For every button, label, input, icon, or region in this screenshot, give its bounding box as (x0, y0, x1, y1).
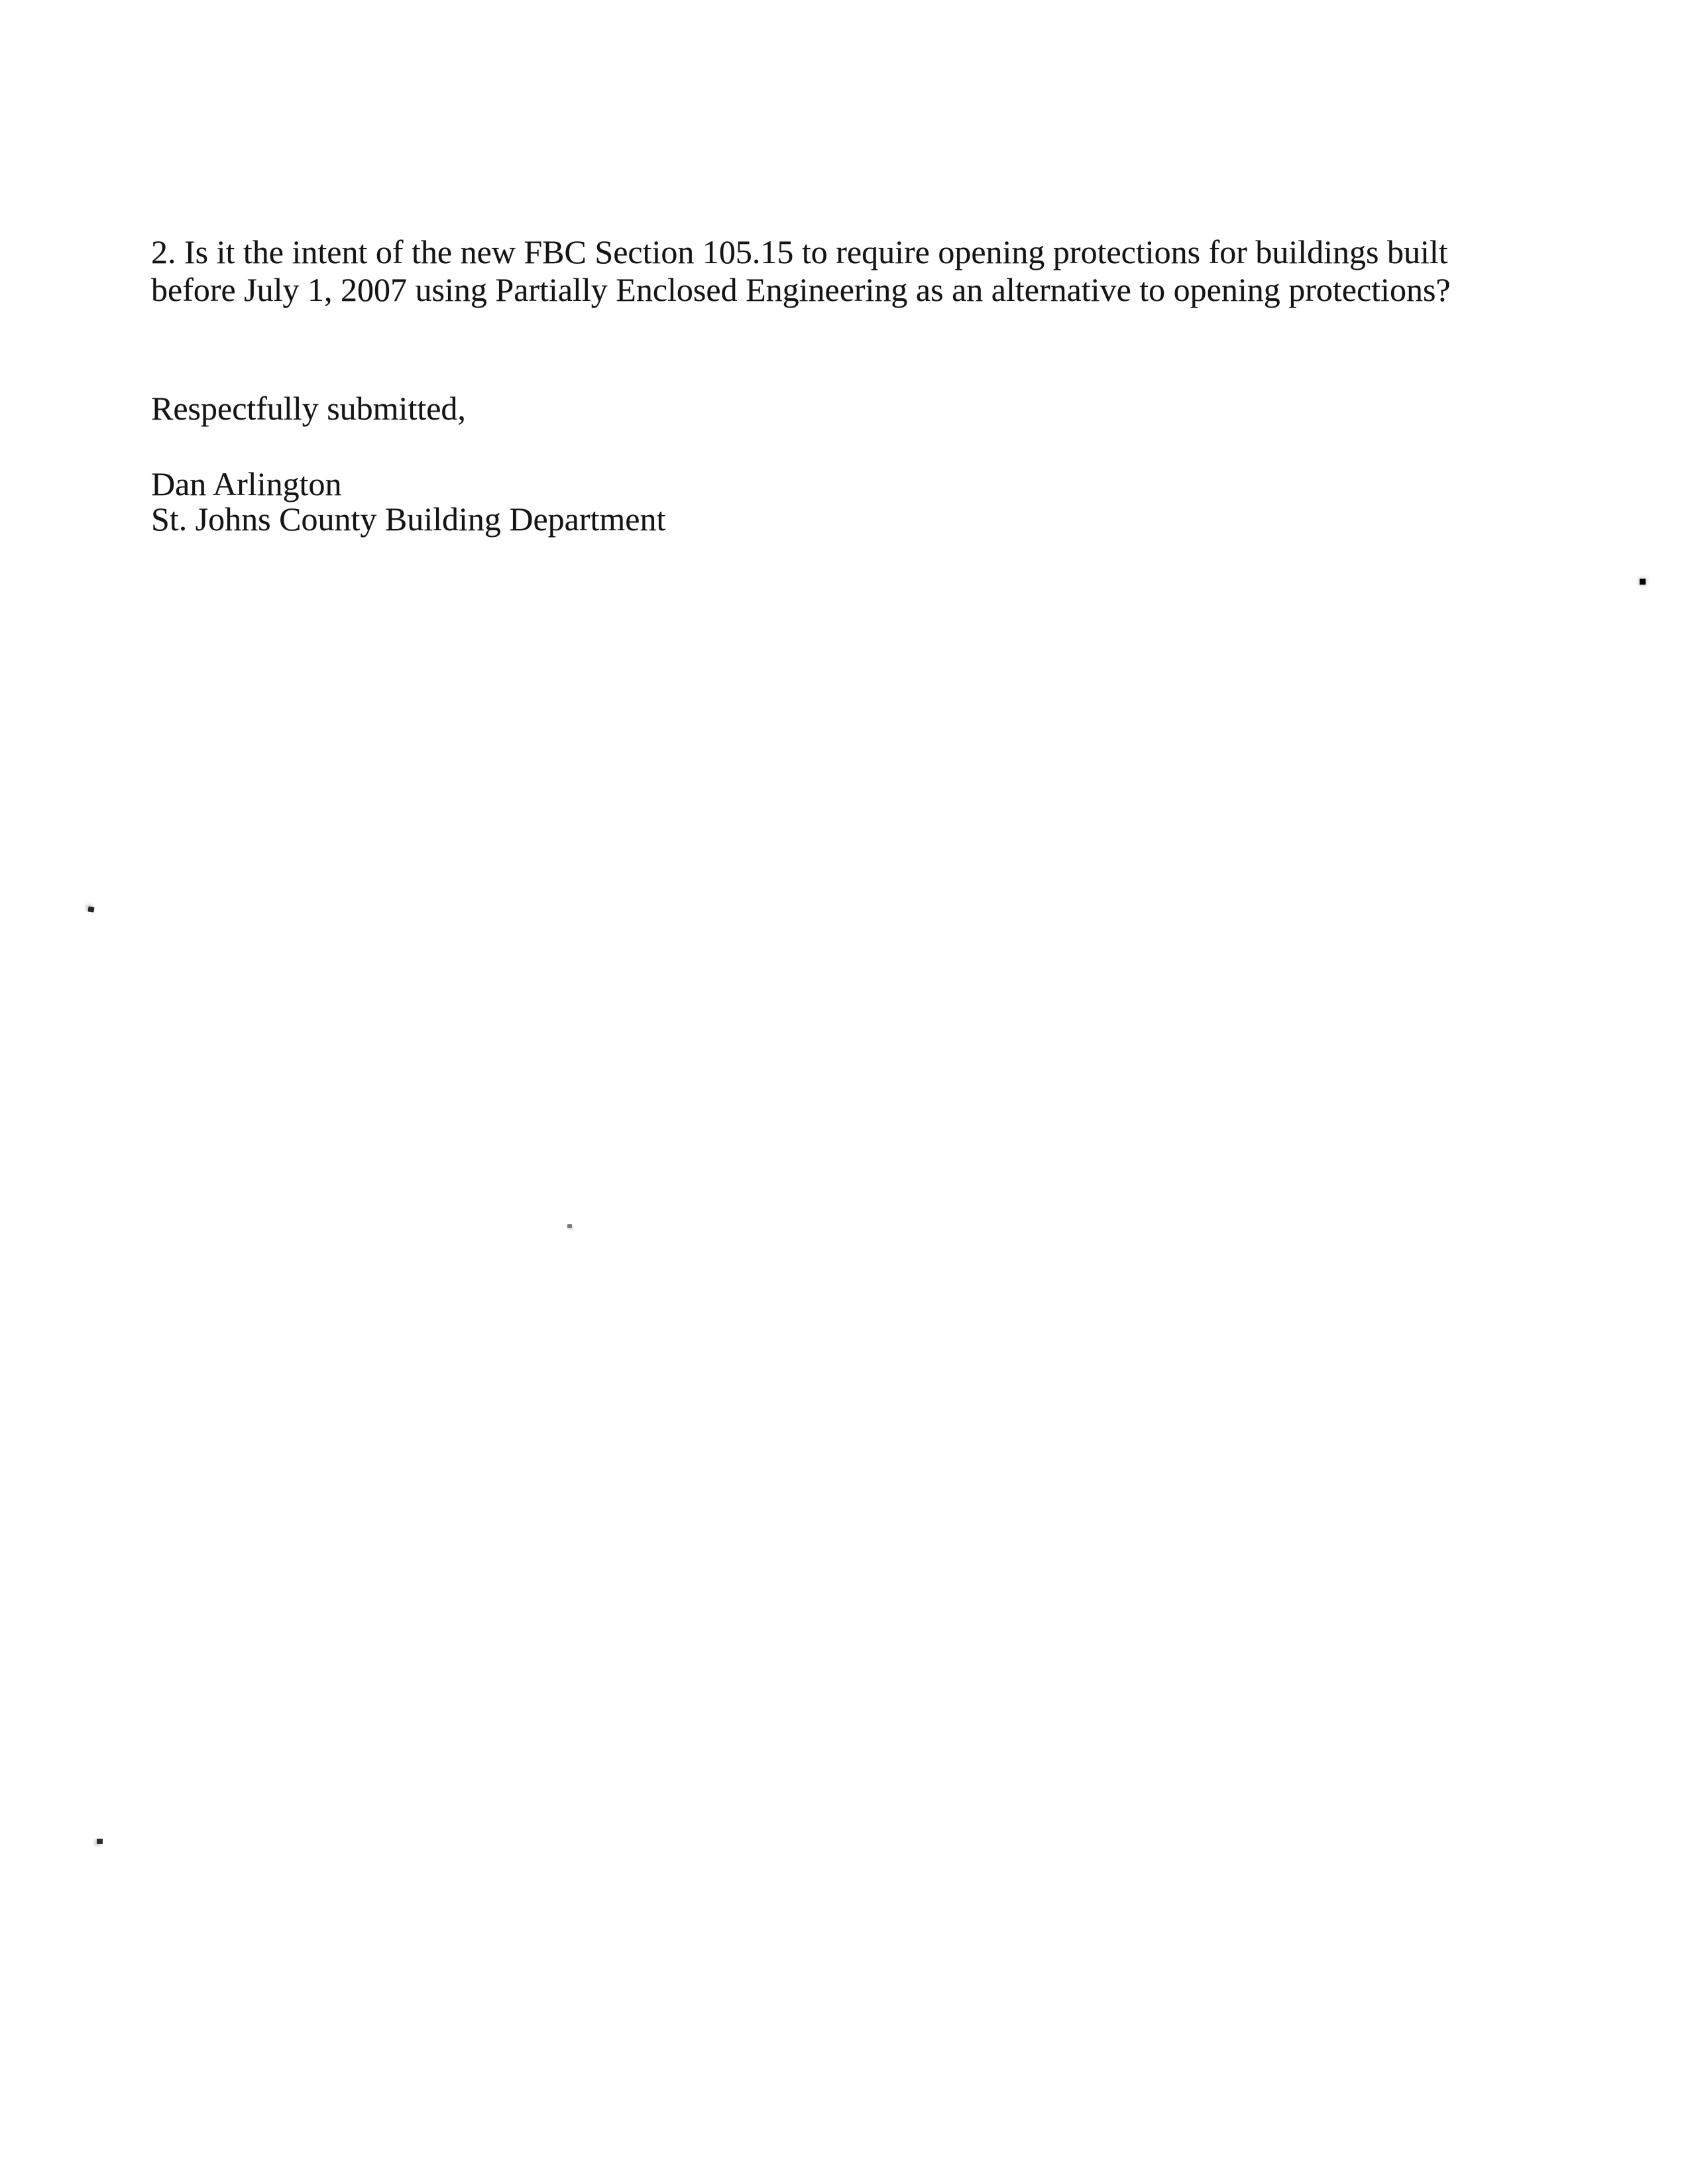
ink-speck (567, 1224, 572, 1228)
signature-organization: St. Johns County Building Department (151, 500, 666, 538)
question-paragraph (151, 233, 1451, 309)
ink-speck (1640, 579, 1646, 585)
question-line-1: 2. Is it the intent of the new FBC Section 105.15 to require opening protections for buildings built (151, 233, 1448, 270)
question-line-2: before July 1, 2007 using Partially Enclosed Engineering as an alternative to opening protections? (151, 271, 1451, 308)
signature-name: Dan Arlington (151, 465, 342, 502)
closing-salutation: Respectfully submitted, (151, 390, 466, 427)
signature-block (151, 467, 665, 537)
ink-speck (87, 906, 94, 912)
ink-speck (97, 1839, 103, 1844)
